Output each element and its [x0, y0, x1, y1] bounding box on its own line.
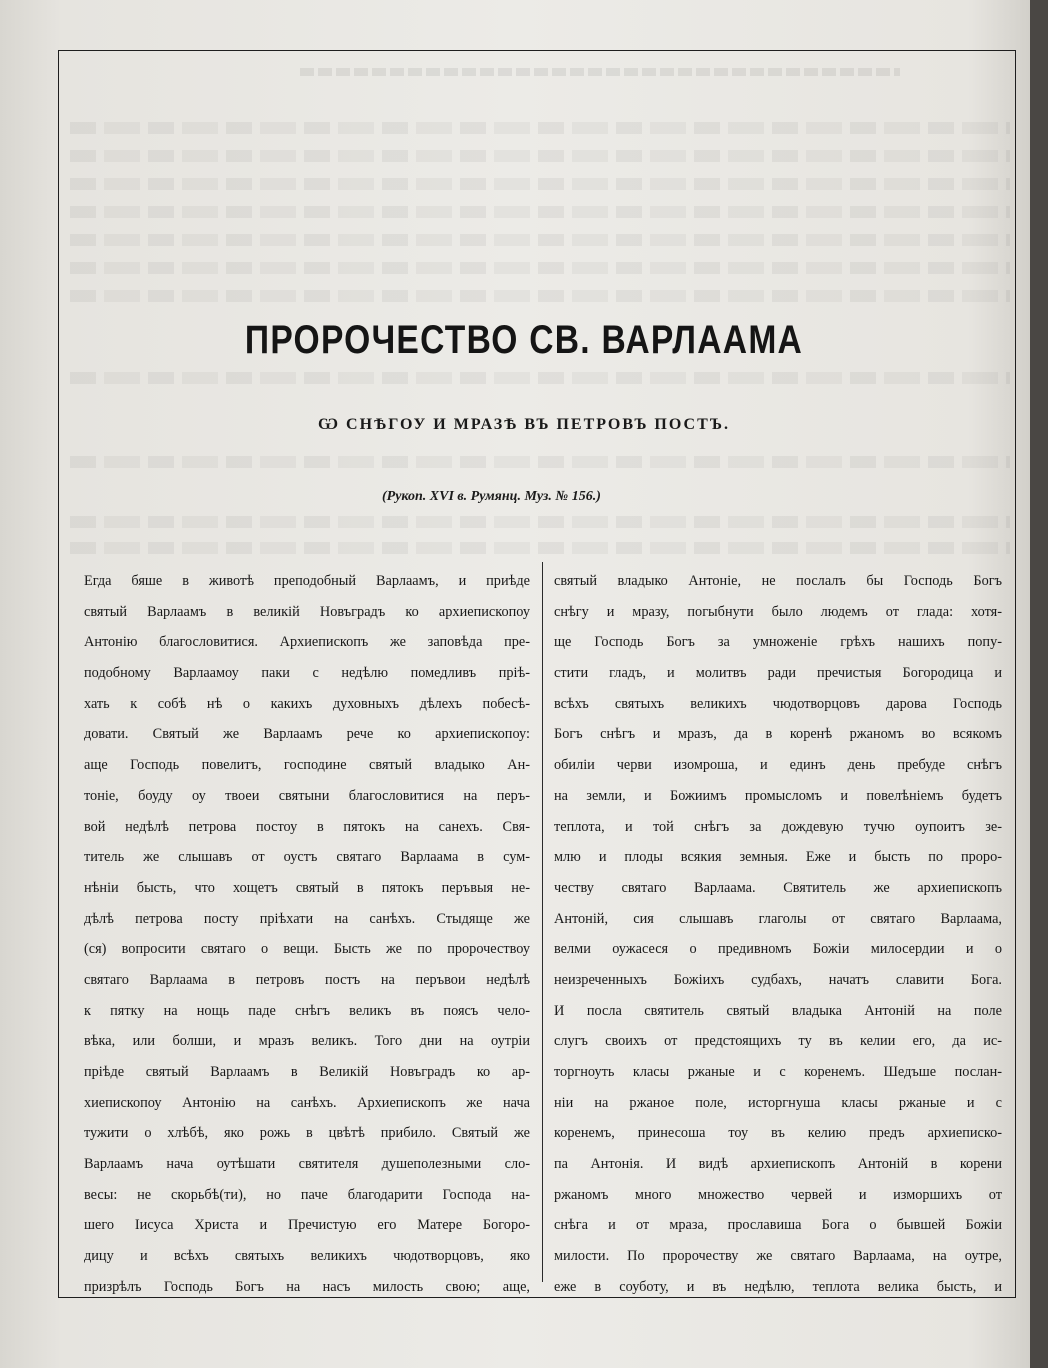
text-line: неизреченныхъ Божіихъ судбахъ, начатъ славити Бога.	[554, 971, 1002, 988]
text-line: тоніе, боуду оу твоеи святыни благословитися на перъ-	[84, 787, 530, 804]
text-line: тужити о хлѣбѣ, яко рожь в цвѣтѣ прибило. Святый же	[84, 1125, 530, 1142]
source-citation	[382, 489, 601, 505]
text-line: подобному Варлаамоу паки с недѣлю помедливъ пріѣ-	[84, 665, 530, 682]
text-line: ніи на ржаное поле, исторгнуша класы ржаные и с	[554, 1094, 1002, 1111]
text-line: ржаномъ много множество червей и изморшихъ от	[554, 1186, 1002, 1203]
source-open: (Рукоп.	[382, 489, 430, 504]
text-line: И посла святитель святый владыка Антоній на поле	[554, 1002, 1002, 1019]
text-line: дицу и всѣхъ святыхъ великихъ чюдотворцовъ, яко	[84, 1248, 530, 1265]
text-line: хиепископоу Антонію на санѣхъ. Архиепископъ же нача	[84, 1094, 530, 1111]
source-reference: XVI в. Румянц. Муз. № 156	[429, 489, 593, 504]
text-line: теплота, и той снѣгъ за дождевую тучю оупоитъ зе-	[554, 818, 1002, 835]
text-line: млю и плоды всякия земныя. Еже и бысть по проро-	[554, 849, 1002, 866]
text-line: вой недѣлѣ петрова постоу в пятокъ на санехъ. Свя-	[84, 818, 530, 835]
text-line: всѣхъ святыхъ великихъ чюдотворцовъ дарова Господь	[554, 695, 1002, 712]
text-column-left	[84, 566, 530, 1295]
source-close: .)	[592, 489, 601, 504]
text-line: снѣгу и мразу, погыбнути было людемъ от глада: хотя-	[554, 603, 1002, 620]
text-line: па Антонія. И видѣ архиепископъ Антоній в корени	[554, 1156, 1002, 1173]
text-line: титель же слышавъ от оустъ святаго Варлаама в сум-	[84, 849, 530, 866]
text-line: дѣлѣ петрова посту пріѣхати на санѣхъ. Стыдяще же	[84, 910, 530, 927]
text-line: шего Іисуса Христа и Пречистую его Матере Богоро-	[84, 1217, 530, 1234]
text-line: святый Варлаамъ в великій Новъградъ ко архиепископоу	[84, 603, 530, 620]
text-line: весы: не скорьбѣ(ти), но паче благодарити Господа на-	[84, 1186, 530, 1203]
text-line: святаго Варлаама в петровъ постъ на перъвои недѣлѣ	[84, 971, 530, 988]
text-line: Антонію благословитися. Архиепископъ же заповѣда пре-	[84, 634, 530, 651]
text-line: снѣга и от мраза, прославиша Бога о бывшей Божіи	[554, 1217, 1002, 1234]
text-line: хать к собѣ нѣ о какихъ духовныхъ дѣлехъ побесѣ-	[84, 695, 530, 712]
text-line: стити гладъ, и молитвъ ради пречистыя Богородица и	[554, 665, 1002, 682]
text-line: честву святаго Варлаама. Святитель же архиепископъ	[554, 879, 1002, 896]
text-line: слугъ своихъ от предстоящихъ ту въ келии его, да ис-	[554, 1033, 1002, 1050]
text-line: Варлаамъ нача оутѣшати святителя душеполезными сло-	[84, 1156, 530, 1173]
text-line: святый владыко Антоніе, не послалъ бы Господь Богъ	[554, 573, 1002, 589]
text-line: велми оужасеся о предивномъ Божіи милосердии и о	[554, 941, 1002, 958]
text-line: (ся) вопросити святаго о вещи. Бысть же по пророчествоу	[84, 941, 530, 958]
column-divider	[542, 562, 543, 1282]
text-line: довати. Святый же Варлаамъ рече ко архиепископоу:	[84, 726, 530, 743]
text-line: торгноуть класы ржаные и с коренемъ. Шедъше послан-	[554, 1064, 1002, 1080]
text-line: к пятку на нощь паде снѣгъ великъ въ поясъ чело-	[84, 1002, 530, 1019]
text-line: нѣніи бысть, что хощетъ святый в пятокъ перъвыя не-	[84, 879, 530, 896]
text-line: Богъ снѣгъ и мразъ, да в коренѣ ржаномъ во всякомъ	[554, 726, 1002, 743]
text-line: призрѣлъ Господь Богъ на насъ милость свою; аще,	[84, 1278, 530, 1295]
text-line: еже в соуботу, и въ недѣлю, теплота велика бысть, и	[554, 1278, 1002, 1295]
text-line: ще Господь Богъ за умноженіе грѣхъ нашихъ попу-	[554, 634, 1002, 651]
page-subtitle: Ѡ СНѢГОУ И МРАЗѢ ВЪ ПЕТРОВЪ ПОСТЪ.	[318, 416, 730, 433]
page-title: ПРОРОЧЕСТВО СВ. ВАРЛААМА	[244, 318, 804, 362]
text-column-right	[554, 566, 1002, 1295]
text-line: Егда бяше в животѣ преподобный Варлаамъ, и приѣде	[84, 573, 530, 589]
text-line: на земли, и Божиимъ промысломъ и повелѣніемъ будетъ	[554, 787, 1002, 804]
text-line: коренемъ, принесоша тоу въ келию предъ архиеписко-	[554, 1125, 1002, 1142]
text-line: Антоній, сия слышавъ глаголы от святаго Варлаама,	[554, 910, 1002, 927]
text-line: обиліи черви изомроша, и единъ день пребуде снѣгъ	[554, 757, 1002, 774]
text-line: аще Господь повелитъ, господине святый владыко Ан-	[84, 757, 530, 774]
text-line: милости. По пророчеству же святаго Варлаама, на оутре,	[554, 1248, 1002, 1265]
text-line: вѣка, или болши, и мразъ великъ. Того дни на оутріи	[84, 1033, 530, 1050]
text-line: пріѣде святый Варлаамъ в Великій Новъградъ ко ар-	[84, 1064, 530, 1080]
